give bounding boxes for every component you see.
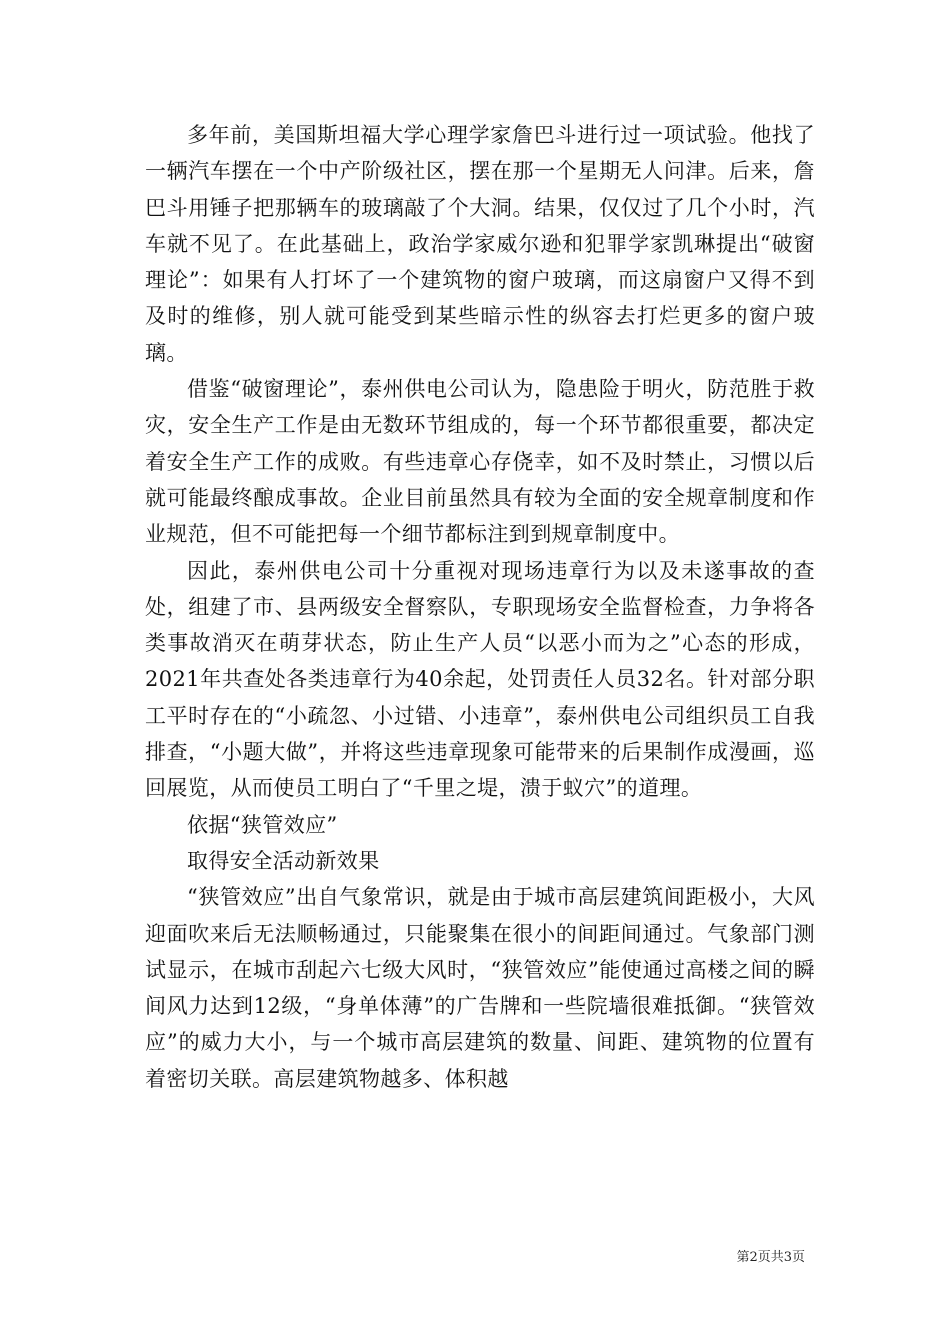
section-heading-line-2: 取得安全活动新效果: [187, 848, 380, 873]
section-heading-line-1: 依据“狭管效应”: [187, 812, 338, 837]
paragraph-broken-window-application: 借鉴“破窗理论”，泰州供电公司认为，隐患险于明火，防范胜于救灾，安全生产工作是由无数环节组成的，每一个环节都很重要，都决定着安全生产工作的成败。有些违章心存侥幸，如不及时禁止，习惯以后就可能最终酿成事故。企业目前虽然具有较为全面的安全规章制度和作业规范，但不可能把每一个细节都标注到到规章制度中。: [145, 377, 815, 547]
page-number-footer: 第2页共3页: [736, 1250, 805, 1265]
document-body: [145, 117, 815, 1097]
paragraph-violation-handling: 因此，泰州供电公司十分重视对现场违章行为以及未遂事故的查处，组建了市、县两级安全督察队，专职现场安全监督检查，力争将各类事故消灭在萌芽状态，防止生产人员“以恶小而为之”心态的形成，2021年共查处各类违章行为40余起，处罚责任人员32名。针对部分职工平时存在的“小疏忽、小过错、小违章”，泰州供电公司组织员工自我排查，“小题大做”，并将这些违章现象可能带来的后果制作成漫画，巡回展览，从而使员工明白了“千里之堤，溃于蚁穴”的道理。: [145, 558, 815, 801]
paragraph-broken-window-origin: 多年前，美国斯坦福大学心理学家詹巴斗进行过一项试验。他找了一辆汽车摆在一个中产阶级社区，摆在那一个星期无人问津。后来，詹巴斗用锤子把那辆车的玻璃敲了个大洞。结果，仅仅过了几个小时，汽车就不见了。在此基础上，政治学家威尔逊和犯罪学家凯琳提出“破窗理论”：如果有人打坏了一个建筑物的窗户玻璃，而这扇窗户又得不到及时的维修，别人就可能受到某些暗示性的纵容去打烂更多的窗户玻璃。: [145, 123, 815, 365]
paragraph-narrow-pipe-effect: “狭管效应”出自气象常识，就是由于城市高层建筑间距极小，大风迎面吹来后无法顺畅通过，只能聚集在很小的间距间通过。气象部门测试显示，在城市刮起六七级大风时，“狭管效应”能使通过高楼之间的瞬间风力达到12级，“身单体薄”的广告牌和一些院墙很难抵御。“狭管效应”的威力大小，与一个城市高层建筑的数量、间距、建筑物的位置有着密切关联。高层建筑物越多、体积越: [145, 885, 815, 1091]
